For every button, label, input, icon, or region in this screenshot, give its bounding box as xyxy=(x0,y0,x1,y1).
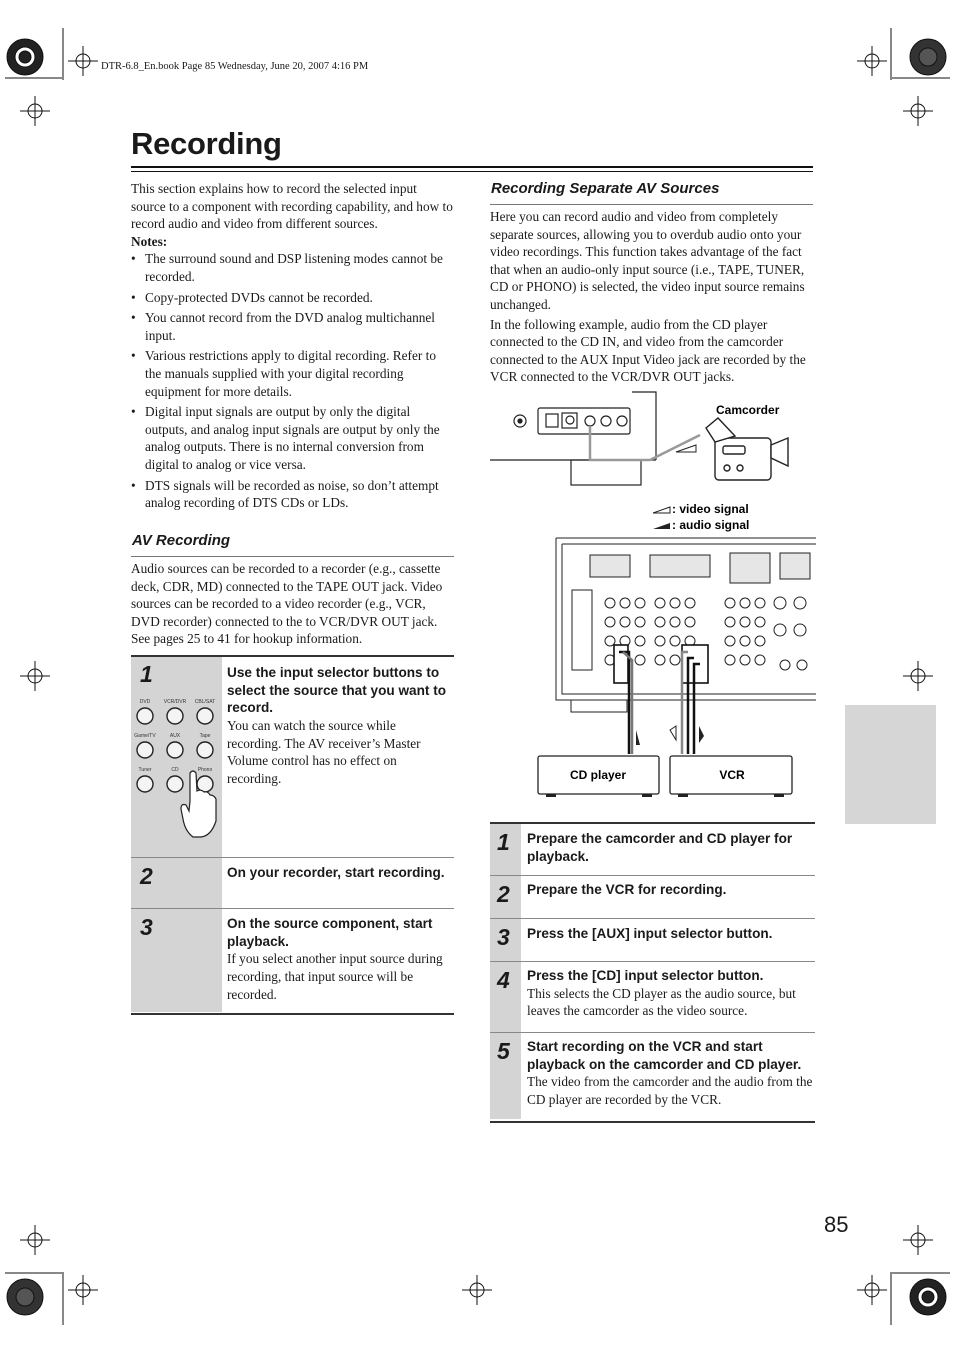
separate-sources-heading: Recording Separate AV Sources xyxy=(491,180,720,197)
step-number-cell xyxy=(131,909,222,1012)
video-signal-arrow-vcr xyxy=(670,726,676,740)
step-text xyxy=(527,830,813,865)
vcr-label: VCR xyxy=(719,768,745,782)
step-text xyxy=(527,1038,813,1109)
step-number: 2 xyxy=(140,863,153,889)
video-cable xyxy=(590,426,700,460)
step-number-cell xyxy=(490,824,521,875)
step-instruction: Start recording on the VCR and start playback on the camcorder and CD player. xyxy=(527,1039,802,1072)
step-instruction: Prepare the VCR for recording. xyxy=(527,882,727,897)
intro-column xyxy=(131,180,454,515)
remote-label-cd: CD xyxy=(171,767,179,773)
step-instruction: On the source component, start playback. xyxy=(227,916,433,949)
remote-button xyxy=(137,742,153,758)
separate-sources-text xyxy=(490,208,813,386)
step-instruction: On your recorder, start recording. xyxy=(227,865,445,880)
step-number: 4 xyxy=(497,967,510,993)
camcorder-icon xyxy=(706,418,788,480)
legend-video-signal-icon xyxy=(653,507,670,513)
step-number-cell xyxy=(490,919,521,961)
page-title: Recording xyxy=(131,126,282,161)
step-number: 2 xyxy=(497,881,510,907)
step-description: If you select another input source during recording, that input source will be recorded. xyxy=(227,951,443,1002)
step-row xyxy=(131,909,454,1012)
separate-paragraph-1: Here you can record audio and video from completely separate sources, allowing you to overdub audio onto your video recordings. This function takes advantage of the fact that when an audio-only input source (i.e., TAPE, TUNER, CD or PHONO) is selected, the video input source remains unchanged. xyxy=(490,209,805,312)
audio-signal-arrow-cd xyxy=(636,730,640,745)
step-description: The video from the camcorder and the audio from the CD player are recorded by the VCR. xyxy=(527,1074,813,1107)
step-number-cell xyxy=(490,1033,521,1119)
notes-list xyxy=(131,250,454,511)
step-number-cell xyxy=(131,657,222,857)
remote-button xyxy=(197,776,213,792)
step-row xyxy=(131,657,454,858)
step-number: 1 xyxy=(497,829,510,855)
step-row xyxy=(131,858,454,909)
step-instruction: Prepare the camcorder and CD player for playback. xyxy=(527,831,793,864)
note-item: • DTS signals will be recorded as noise, so don’t attempt analog recording of DTS CDs or LDs. xyxy=(131,477,454,512)
page-number: 85 xyxy=(824,1212,849,1237)
step-number: 3 xyxy=(140,914,153,940)
note-item: • You cannot record from the DVD analog multichannel input. xyxy=(131,309,454,344)
remote-button xyxy=(137,708,153,724)
step-number: 1 xyxy=(140,661,153,687)
cd-player-label: CD player xyxy=(569,768,627,782)
remote-label-tape: Tape xyxy=(199,733,211,739)
connection-diagram xyxy=(490,390,816,810)
step-number-cell xyxy=(490,876,521,918)
step-row xyxy=(490,1033,815,1119)
step-row xyxy=(490,876,815,919)
remote-label-tuner: Tuner xyxy=(138,767,152,773)
note-item: • Various restrictions apply to digital recording. Refer to the manuals supplied with your digital recording equipment for more details. xyxy=(131,347,454,400)
chapter-tab xyxy=(845,705,936,824)
remote-button xyxy=(167,776,183,792)
remote-button xyxy=(197,708,213,724)
av-recording-steps xyxy=(131,655,454,1015)
step-number: 3 xyxy=(497,924,510,950)
step-row xyxy=(490,824,815,876)
remote-label-cbl: CBL/SAT xyxy=(194,699,216,705)
step-description: You can watch the source while recording. The AV receiver’s Master Volume control has no effect on recording. xyxy=(227,718,421,786)
note-item: • Digital input signals are output by only the digital outputs, and analog input signals are output by only the analog outputs. There is no internal conversion from digital to analog or vice versa. xyxy=(131,403,454,473)
legend-audio-signal-icon xyxy=(653,523,670,529)
remote-label-aux: AUX xyxy=(169,733,181,739)
remote-label-game: Game/TV xyxy=(134,733,156,739)
intro-paragraph: This section explains how to record the selected input source to a component with recording capability, and how to record audio and video from different sources. xyxy=(131,181,453,232)
remote-label-vcr: VCR/DVR xyxy=(163,699,187,705)
step-row xyxy=(490,919,815,962)
receiver-rear-panel xyxy=(556,538,816,712)
av-recording-paragraph: Audio sources can be recorded to a recorder (e.g., cassette deck, CDR, MD) connected to the TAPE OUT jack. Video sources can be recorded to a video recorder (e.g., VCR, DVD recorder) connected to the to VCR/DVR OUT jack. See pages 25 to 41 for hookup information. xyxy=(131,561,443,647)
step-text xyxy=(527,925,813,943)
separate-paragraph-2: In the following example, audio from the CD player connected to the CD IN, and video from the camcorder connected to the AUX Input Video jack are recorded by the VCR connected to the VCR/DVR OUT jacks. xyxy=(490,316,806,385)
title-rule-thin xyxy=(131,171,813,172)
step-text xyxy=(527,967,813,1020)
step-instruction: Press the [CD] input selector button. xyxy=(527,968,764,983)
step-text xyxy=(227,864,453,882)
step-number-cell xyxy=(131,858,222,908)
separate-sources-steps xyxy=(490,822,815,1123)
step-text xyxy=(527,881,813,899)
notes-title: Notes: xyxy=(131,233,168,249)
note-item: • The surround sound and DSP listening modes cannot be recorded. xyxy=(131,250,454,285)
camcorder-label: Camcorder xyxy=(716,403,780,417)
step-row xyxy=(490,962,815,1033)
separate-sources-rule xyxy=(490,204,813,205)
remote-button xyxy=(167,708,183,724)
step-text xyxy=(227,664,453,787)
step-number-cell xyxy=(490,962,521,1032)
remote-label-dvd: DVD xyxy=(139,699,151,705)
input-selector-buttons-illustration xyxy=(131,691,222,851)
remote-button xyxy=(137,776,153,792)
step-instruction: Use the input selector buttons to select the source that you want to record. xyxy=(227,665,447,716)
legend-audio-signal: : audio signal xyxy=(672,518,750,532)
legend-video-signal: : video signal xyxy=(672,502,749,516)
title-rule xyxy=(131,166,813,168)
file-info-line: DTR-6.8_En.book Page 85 Wednesday, June 20, 2007 4:16 PM xyxy=(101,61,369,72)
step-instruction: Press the [AUX] input selector button. xyxy=(527,926,773,941)
receiver-front-panel xyxy=(490,392,656,485)
note-item: • Copy-protected DVDs cannot be recorded. xyxy=(131,289,454,307)
remote-label-phono: Phono xyxy=(197,767,213,773)
step-text xyxy=(227,915,453,1003)
step-number: 5 xyxy=(497,1038,510,1064)
av-recording-heading: AV Recording xyxy=(132,532,231,549)
step-description: This selects the CD player as the audio source, but leaves the camcorder as the video source. xyxy=(527,985,796,1019)
remote-button xyxy=(197,742,213,758)
remote-button xyxy=(167,742,183,758)
av-recording-rule xyxy=(131,556,454,557)
audio-signal-arrow-vcr xyxy=(699,726,704,743)
